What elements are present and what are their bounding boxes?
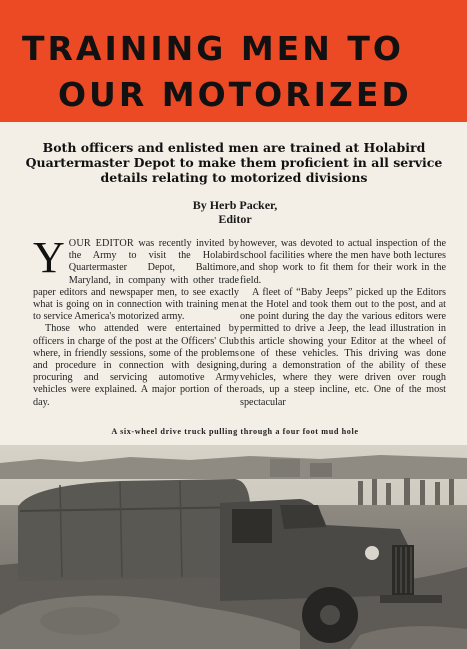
byline-author: By Herb Packer, — [192, 198, 278, 212]
truck-photo-illustration — [0, 445, 467, 649]
drop-cap: Y — [33, 233, 65, 282]
article-paragraph-4: A fleet of “Baby Jeeps” picked up the Editors at the Hotel and took them out to the post, and at one point during the day the various editors were permitted to drive a Jeep, the lead illustration in this article showing your Editor at the wheel of one of these vehicles. This driving was done during a demonstration of the ability of these vehicles, where they were driven over rough roads, up a steep incline, etc. One of the most spectacular — [240, 286, 446, 408]
lead-caps: OUR EDITOR — [68, 238, 134, 249]
headline-line-2: OUR MOTORIZED — [58, 75, 412, 114]
photo-caption: A six-wheel drive truck pulling through a four foot mud hole — [111, 427, 359, 436]
article-paragraph-1 — [33, 233, 239, 323]
headline-line-1: TRAINING MEN TO — [22, 29, 404, 68]
truck-photo — [0, 445, 467, 649]
article-subtitle: Both officers and enlisted men are trained at Holabird Quartermaster Depot to make them proficient in all service details relating to motorized divisions — [25, 140, 443, 185]
headline-banner — [0, 0, 467, 122]
article-paragraph-3: however, was devoted to actual inspection of the school facilities where the men have both lectures and shop work to fit them for their work in the field. — [240, 238, 446, 286]
paragraph-1-text: was recently invited by the Army to visit the Holabird Quartermaster Depot, Baltimore, Maryland, in company with other trade paper editors and newspaper men, to see exactly what is going on in connection with training men to service America's motorized army. — [33, 238, 239, 323]
byline — [150, 198, 320, 226]
byline-role: Editor — [218, 212, 252, 226]
article-column-right — [240, 238, 446, 409]
article-paragraph-2: Those who attended were entertained by officers in charge of the post at the Officers' Club where, in friendly sessions, some of the problems and procedure in connection with designing, procuring and servicing automotive Army vehicles were explained. A major portion of the day. — [33, 323, 239, 408]
article-column-left — [33, 233, 239, 409]
